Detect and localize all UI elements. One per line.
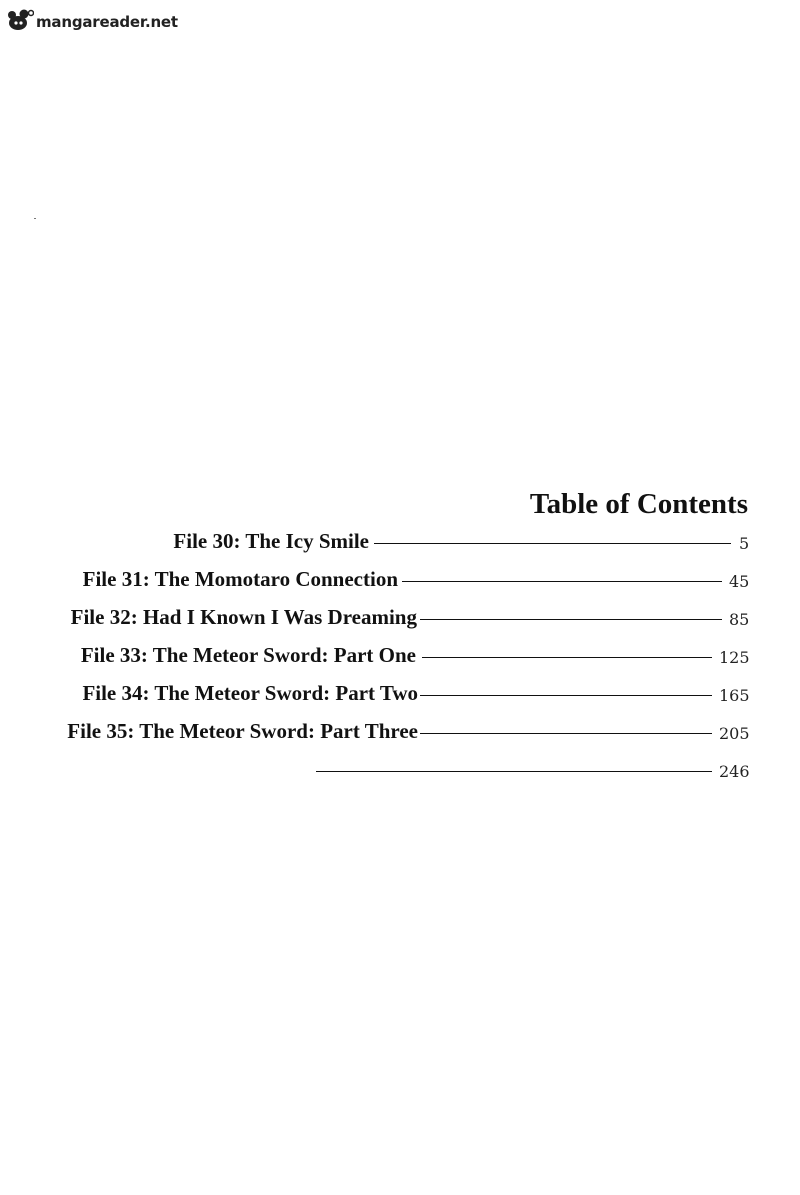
toc-row [0,524,800,562]
toc-row [0,752,800,790]
toc-page-number: 125 [719,648,750,667]
toc-page-number: 45 [729,572,750,591]
scan-speck [34,218,36,219]
toc-entry-label: File 31: The Momotaro Connection [82,567,398,591]
toc-row [0,638,800,676]
toc-row [0,600,800,638]
toc-leader-line [422,657,712,658]
toc-row [0,562,800,600]
toc-title: Table of Contents [529,488,748,520]
toc-row [0,676,800,714]
manga-mascot-icon [6,8,34,32]
toc-leader-line [374,543,731,544]
toc-row [0,714,800,752]
toc-entry-label: File 30: The Icy Smile [173,529,369,553]
toc-page-number: 5 [739,534,750,553]
toc-page-number: 85 [729,610,750,629]
toc-leader-line [420,619,722,620]
toc-entry-label: File 35: The Meteor Sword: Part Three [67,719,418,743]
toc-entry-label: File 33: The Meteor Sword: Part One [80,643,416,667]
toc-leader-line [420,695,712,696]
watermark-text: mangareader.net [36,12,178,31]
toc-page-number: 165 [719,686,750,705]
toc-page-number: 205 [719,724,750,743]
toc-leader-line [420,733,712,734]
toc-entry-label: File 34: The Meteor Sword: Part Two [82,681,418,705]
toc-leader-line [316,771,712,772]
toc-page-number: 246 [719,762,750,781]
toc-leader-line [402,581,722,582]
toc-entry-label: File 32: Had I Known I Was Dreaming [70,605,417,629]
watermark [6,6,178,34]
